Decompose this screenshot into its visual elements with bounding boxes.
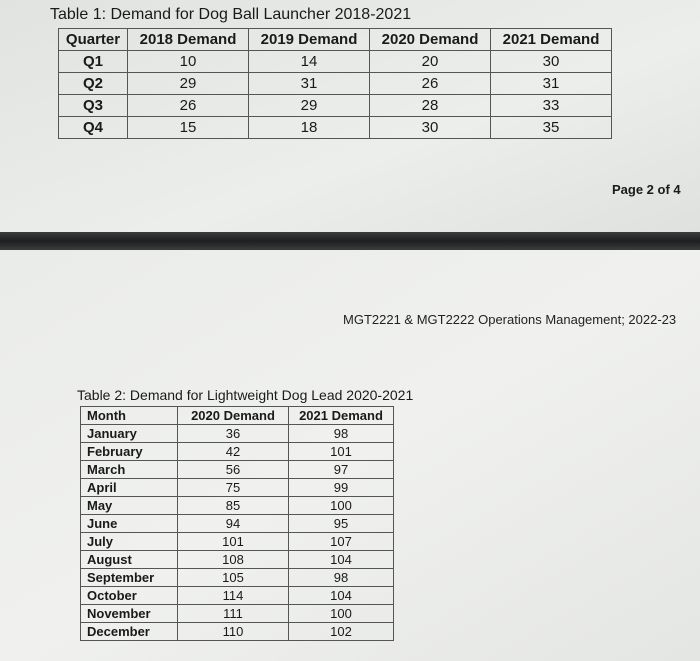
table-row (81, 479, 394, 497)
table-cell: 31 (491, 73, 612, 95)
table-cell: May (81, 497, 178, 515)
table-cell: 33 (491, 95, 612, 117)
table-cell: 108 (178, 551, 289, 569)
page-number: Page 2 of 4 (612, 182, 681, 197)
table-cell: 30 (491, 51, 612, 73)
table-row (81, 551, 394, 569)
table-cell: 35 (491, 117, 612, 139)
table-row (81, 533, 394, 551)
table-cell: January (81, 425, 178, 443)
table2-title: Table 2: Demand for Lightweight Dog Lead 2020-2021 (77, 387, 414, 403)
course-header: MGT2221 & MGT2222 Operations Management; 2022-23 (343, 312, 677, 327)
table-cell: 100 (289, 497, 394, 515)
table-cell: 31 (249, 73, 370, 95)
table-cell: 99 (289, 479, 394, 497)
table-cell: October (81, 587, 178, 605)
table-row (59, 51, 612, 73)
table-cell: 95 (289, 515, 394, 533)
table-cell: 26 (128, 95, 249, 117)
table-cell: 14 (249, 51, 370, 73)
table-cell: 36 (178, 425, 289, 443)
table-cell: 101 (178, 533, 289, 551)
table-cell: 110 (178, 623, 289, 641)
table-cell: 28 (370, 95, 491, 117)
table-cell: 100 (289, 605, 394, 623)
table-cell: 26 (370, 73, 491, 95)
table-cell: 94 (178, 515, 289, 533)
table-cell: 111 (178, 605, 289, 623)
table-row (81, 425, 394, 443)
table-row (59, 117, 612, 139)
table-cell: 18 (249, 117, 370, 139)
table1-header-quarter: Quarter (59, 29, 128, 51)
table-cell: 104 (289, 587, 394, 605)
table-cell: July (81, 533, 178, 551)
table1-header-2019: 2019 Demand (249, 29, 370, 51)
table-cell: 107 (289, 533, 394, 551)
page-divider (0, 232, 700, 250)
table-row (81, 587, 394, 605)
table-cell: 29 (249, 95, 370, 117)
table-row (81, 443, 394, 461)
table-cell: 101 (289, 443, 394, 461)
table-cell: Q1 (59, 51, 128, 73)
table-cell: September (81, 569, 178, 587)
table-row (81, 461, 394, 479)
table-cell: March (81, 461, 178, 479)
table-cell: 10 (128, 51, 249, 73)
table-cell: 98 (289, 425, 394, 443)
table-cell: 42 (178, 443, 289, 461)
table-cell: November (81, 605, 178, 623)
table-cell: Q3 (59, 95, 128, 117)
table-cell: 102 (289, 623, 394, 641)
table-cell: 85 (178, 497, 289, 515)
table-row (59, 95, 612, 117)
table1-header-2021: 2021 Demand (491, 29, 612, 51)
table1-title: Table 1: Demand for Dog Ball Launcher 2018-2021 (50, 6, 412, 23)
table-row (81, 623, 394, 641)
table-cell: 105 (178, 569, 289, 587)
table-cell: 56 (178, 461, 289, 479)
table-row (81, 515, 394, 533)
table-cell: 30 (370, 117, 491, 139)
table-cell: December (81, 623, 178, 641)
table-cell: Q2 (59, 73, 128, 95)
table-row (81, 605, 394, 623)
table-cell: 29 (128, 73, 249, 95)
table2 (80, 406, 394, 641)
table-cell: 75 (178, 479, 289, 497)
table-cell: February (81, 443, 178, 461)
table-row (81, 569, 394, 587)
table-cell: 20 (370, 51, 491, 73)
table1 (58, 28, 612, 139)
table-row (81, 497, 394, 515)
table-row (59, 73, 612, 95)
table2-header-row (81, 407, 394, 425)
table-cell: 97 (289, 461, 394, 479)
table1-header-row (59, 29, 612, 51)
table-cell: 15 (128, 117, 249, 139)
table-cell: Q4 (59, 117, 128, 139)
table-cell: June (81, 515, 178, 533)
table2-header-2021: 2021 Demand (289, 407, 394, 425)
table2-header-2020: 2020 Demand (178, 407, 289, 425)
table1-header-2020: 2020 Demand (370, 29, 491, 51)
table-cell: April (81, 479, 178, 497)
table2-header-month: Month (81, 407, 178, 425)
table-cell: 114 (178, 587, 289, 605)
table1-header-2018: 2018 Demand (128, 29, 249, 51)
table-cell: 98 (289, 569, 394, 587)
table-cell: August (81, 551, 178, 569)
table-cell: 104 (289, 551, 394, 569)
